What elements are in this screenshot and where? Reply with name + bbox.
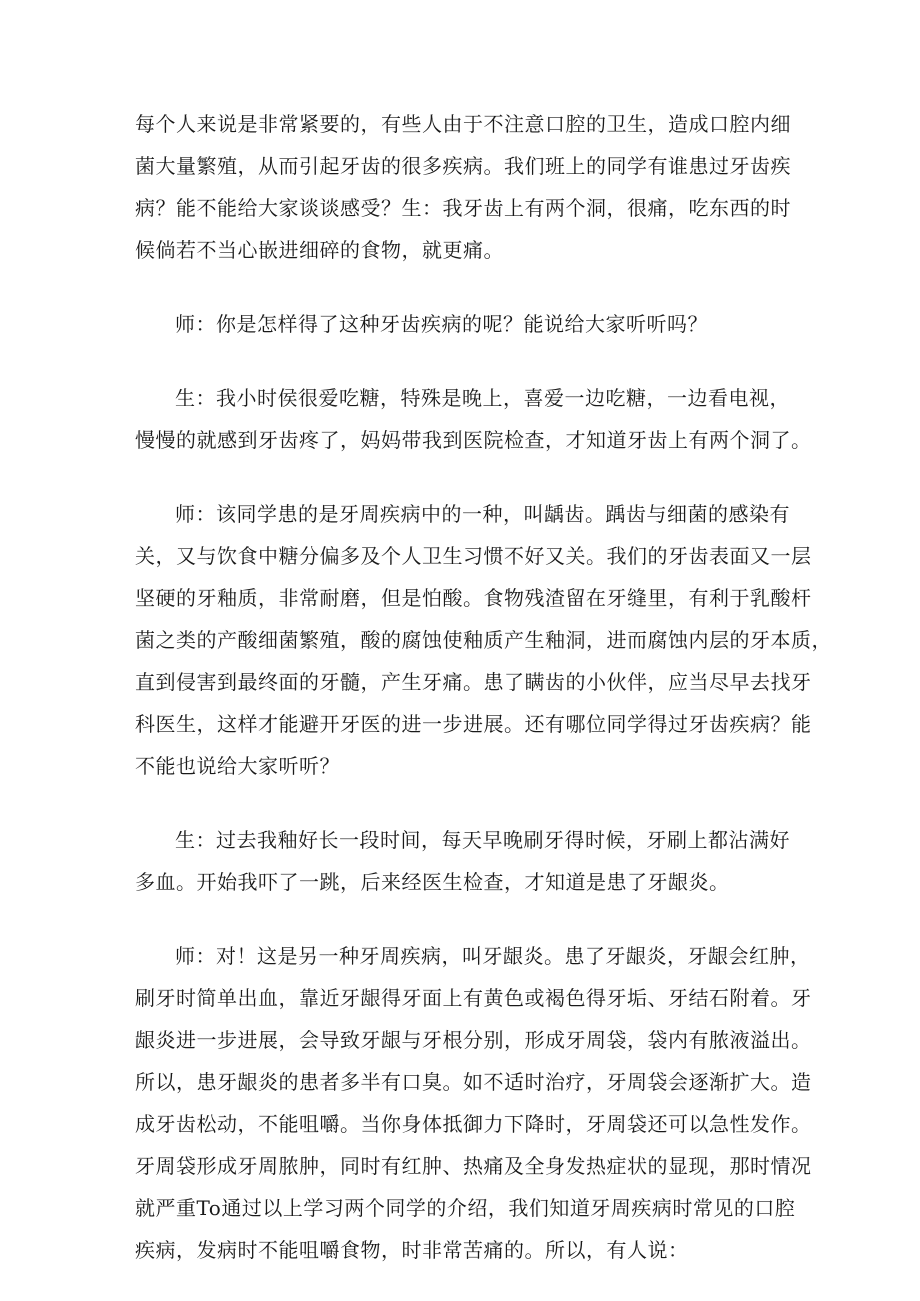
text-line: 师：你是怎样得了这种牙齿疾病的呢？能说给大家听听吗？	[175, 312, 708, 336]
text-line: 不能也说给大家听听？	[135, 754, 340, 778]
text-line: 每个人来说是非常紧要的，有些人由于不注意口腔的卫生，造成口腔内细	[135, 112, 791, 136]
paragraph-teacher-caries	[135, 493, 832, 787]
text-line: 生：过去我釉好长一段时间，每天早晚刷牙得时候，牙刷上都沾满好	[175, 828, 790, 852]
text-line: 疾病，发病时不能咀嚼食物，时非常苦痛的。所以，有人说：	[135, 1238, 689, 1262]
paragraph-teacher-question	[135, 303, 800, 345]
paragraph-spacer	[135, 787, 800, 819]
paragraph-intro	[135, 103, 800, 271]
paragraph-teacher-gingivitis	[135, 935, 812, 1271]
text-line: 直到侵害到最终面的牙髓，产生牙痛。患了瞒齿的小伙伴，应当尽早去找牙	[135, 670, 812, 694]
text-line: 成牙齿松动，不能咀嚼。当你身体抵御力下降时，牙周袋还可以急性发作。	[135, 1112, 812, 1136]
paragraph-spacer	[135, 461, 800, 493]
text-line: 所以，患牙龈炎的患者多半有口臭。如不适时治疗，牙周袋会逐渐扩大。造	[135, 1070, 812, 1094]
text-line: 科医生，这样才能避开牙医的进一步进展。还有哪位同学得过牙齿疾病？能	[135, 712, 812, 736]
text-line: 牙周袋形成牙周脓肿，同时有红肿、热痛及全身发热症状的显现，那时情况	[135, 1154, 812, 1178]
paragraph-spacer	[135, 345, 800, 377]
text-line: 刷牙时简单出血，靠近牙龈得牙面上有黄色或褐色得牙垢、牙结石附着。牙	[135, 986, 812, 1010]
text-line: 坚硬的牙釉质，非常耐磨，但是怕酸。食物残渣留在牙缝里，有利于乳酸杆	[135, 586, 812, 610]
text-line: 病？能不能给大家谈谈感受？生：我牙齿上有两个洞，很痛，吃东西的时	[135, 196, 791, 220]
text-line: 师：该同学患的是牙周疾病中的一种，叫龋齿。踽齿与细菌的感染有	[175, 502, 790, 526]
text-line: 就严重To通过以上学习两个同学的介绍，我们知道牙周疾病时常见的口腔	[135, 1196, 796, 1220]
text-line: 菌之类的产酸细菌繁殖，酸的腐蚀使釉质产生釉洞，进而腐蚀内层的牙本质，	[135, 628, 832, 652]
document-body	[135, 103, 832, 1271]
text-line: 菌大量繁殖，从而引起牙齿的很多疾病。我们班上的同学有谁患过牙齿疾	[135, 154, 791, 178]
text-line: 多血。开始我吓了一跳，后来经医生检查，才知道是患了牙龈炎。	[135, 870, 730, 894]
text-line: 生：我小时侯很爱吃糖，特殊是晚上，喜爱一边吃糖，一边看电视，	[175, 386, 790, 410]
text-line: 龈炎进一步进展，会导致牙龈与牙根分别，形成牙周袋，袋内有脓液溢出。	[135, 1028, 812, 1052]
paragraph-student-answer-1	[135, 377, 812, 461]
paragraph-spacer	[135, 271, 800, 303]
text-line: 慢慢的就感到牙齿疼了，妈妈带我到医院检查，才知道牙齿上有两个洞了。	[135, 428, 812, 452]
paragraph-spacer	[135, 903, 800, 935]
text-line: 关，又与饮食中糖分偏多及个人卫生习惯不好又关。我们的牙齿表面又一层	[135, 544, 812, 568]
paragraph-student-answer-2	[135, 819, 800, 903]
text-line: 师：对！这是另一种牙周疾病，叫牙龈炎。患了牙龈炎，牙龈会红肿，	[175, 944, 811, 968]
text-line: 候倘若不当心嵌进细碎的食物，就更痛。	[135, 238, 504, 262]
